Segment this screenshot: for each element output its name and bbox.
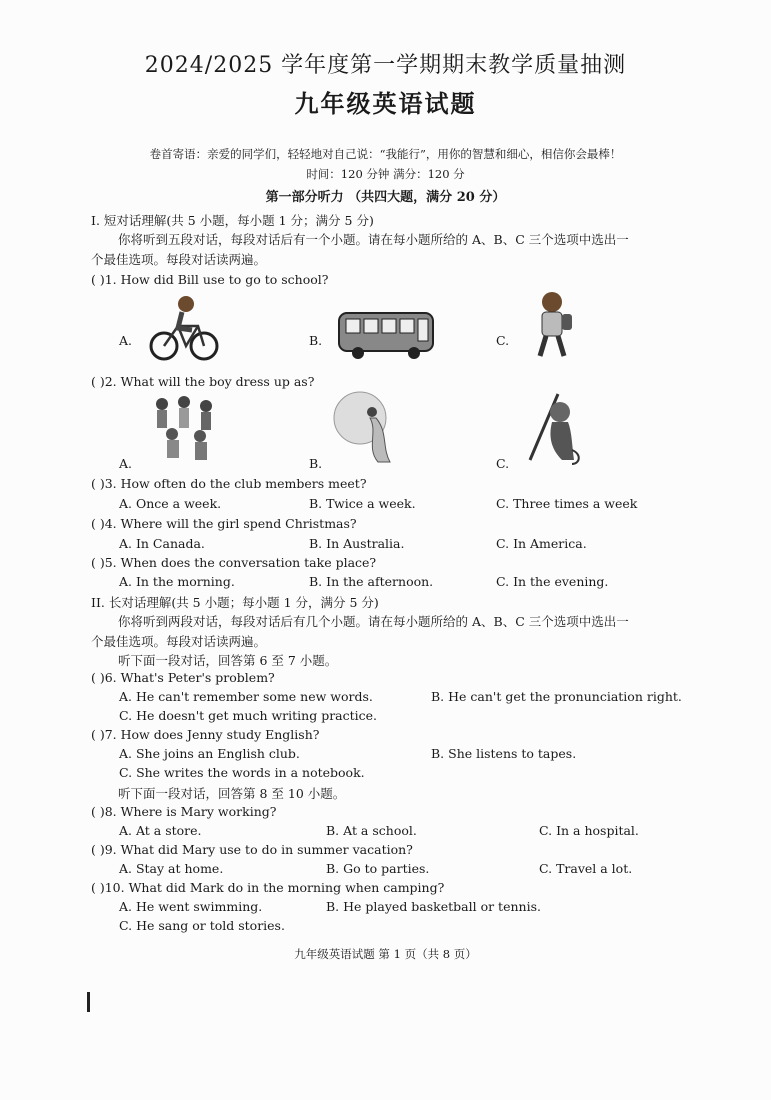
q7-option-a: A. She joins an English club.	[119, 746, 300, 761]
question-4: ( )4. Where will the girl spend Christmas?	[91, 516, 357, 531]
motto: 卷首寄语：亲爱的同学们，轻轻地对自己说：“我能行”，用你的智慧和细心，相信你会最棒！	[149, 147, 622, 161]
question-1: ( )1. How did Bill use to go to school?	[91, 272, 329, 287]
section2-title: II. 长对话理解(共 5 小题；每小题 1 分，满分 5 分)	[91, 595, 379, 610]
q3-option-b: B. Twice a week.	[309, 496, 416, 511]
opera-characters-icon	[148, 392, 220, 464]
q6-option-c: C. He doesn't get much writing practice.	[119, 708, 378, 723]
dialogue1-intro: 听下面一段对话，回答第 6 至 7 小题。	[118, 653, 338, 668]
question-7: ( )7. How does Jenny study English?	[91, 727, 320, 742]
section1-title: I. 短对话理解(共 5 小题，每小题 1 分；满分 5 分)	[91, 213, 374, 228]
q8-option-a: A. At a store.	[119, 823, 202, 838]
section2-instructions-1: 你将听到两段对话，每段对话后有几个小题。请在每小题所给的 A、B、C 三个选项中选出一	[118, 614, 629, 629]
q3-option-a: A. Once a week.	[119, 496, 222, 511]
q10-option-b: B. He played basketball or tennis.	[326, 899, 541, 914]
q5-option-c: C. In the evening.	[496, 574, 609, 589]
question-10: ( )10. What did Mark do in the morning when camping?	[91, 880, 445, 895]
section1-instructions-2: 个最佳选项。每段对话读两遍。	[91, 252, 267, 267]
q9-option-c: C. Travel a lot.	[539, 861, 633, 876]
q9-option-b: B. Go to parties.	[326, 861, 430, 876]
q4-option-c: C. In America.	[496, 536, 587, 551]
q3-option-c: C. Three times a week	[496, 496, 638, 511]
q2-option-a: A.	[119, 456, 133, 471]
bicycle-rider-icon	[148, 292, 220, 364]
q7-option-c: C. She writes the words in a notebook.	[119, 765, 365, 780]
q1-option-a: A.	[119, 333, 133, 348]
q4-option-b: B. In Australia.	[309, 536, 405, 551]
question-9: ( )9. What did Mary use to do in summer vacation?	[91, 842, 413, 857]
q6-option-a: A. He can't remember some new words.	[119, 689, 373, 704]
moon-fairy-icon	[330, 388, 402, 466]
q2-option-b: B.	[309, 456, 323, 471]
q5-option-a: A. In the morning.	[119, 574, 235, 589]
q1-option-b: B.	[309, 333, 323, 348]
page-footer: 九年级英语试题 第 1 页（共 8 页）	[294, 947, 477, 961]
exam-title: 2024/2025 学年度第一学期期末教学质量抽测	[144, 53, 627, 78]
question-6: ( )6. What's Peter's problem?	[91, 670, 275, 685]
scan-mark	[87, 992, 90, 1012]
bus-icon	[336, 310, 436, 360]
q4-option-a: A. In Canada.	[119, 536, 205, 551]
question-8: ( )8. Where is Mary working?	[91, 804, 277, 819]
part-title: 第一部分听力 （共四大题，满分 20 分）	[265, 190, 506, 205]
q9-option-a: A. Stay at home.	[119, 861, 224, 876]
time-score: 时间：120 分钟 满分：120 分	[306, 167, 465, 181]
q2-option-c: C.	[496, 456, 510, 471]
section1-instructions-1: 你将听到五段对话，每段对话后有一个小题。请在每小题所给的 A、B、C 三个选项中选出一	[118, 232, 629, 247]
section2-instructions-2: 个最佳选项。每段对话读两遍。	[91, 634, 267, 649]
q8-option-c: C. In a hospital.	[539, 823, 639, 838]
question-5: ( )5. When does the conversation take place?	[91, 555, 377, 570]
question-2: ( )2. What will the boy dress up as?	[91, 374, 315, 389]
q10-option-a: A. He went swimming.	[119, 899, 263, 914]
exam-subtitle: 九年级英语试题	[294, 89, 477, 118]
q7-option-b: B. She listens to tapes.	[431, 746, 577, 761]
dialogue2-intro: 听下面一段对话，回答第 8 至 10 小题。	[118, 786, 346, 801]
question-3: ( )3. How often do the club members meet?	[91, 476, 367, 491]
q10-option-c: C. He sang or told stories.	[119, 918, 285, 933]
monkey-king-icon	[522, 390, 584, 468]
q8-option-b: B. At a school.	[326, 823, 417, 838]
q5-option-b: B. In the afternoon.	[309, 574, 434, 589]
walking-student-icon	[528, 290, 578, 362]
q6-option-b: B. He can't get the pronunciation right.	[431, 689, 682, 704]
q1-option-c: C.	[496, 333, 510, 348]
